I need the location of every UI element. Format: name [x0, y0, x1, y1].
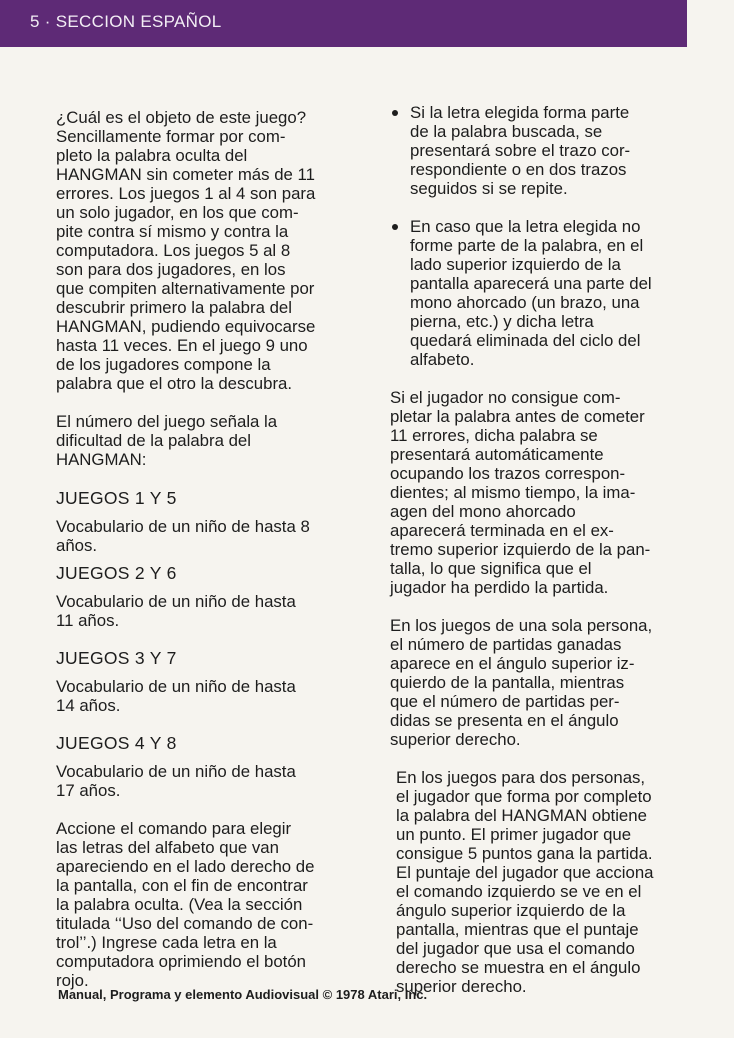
text-line: un punto. El primer jugador que [396, 825, 632, 844]
copyright-footer: Manual, Programa y elemento Audiovisual © 1978 Atari, Inc. [58, 987, 428, 1002]
text-line: quedará eliminada del ciclo del [410, 331, 641, 350]
text-line: aparece en el ángulo superior iz- [390, 654, 635, 673]
text-line: HANGMAN: [56, 450, 147, 469]
text-line: Sencillamente formar por com- [56, 127, 286, 146]
text-line: de la palabra buscada, se [410, 122, 603, 141]
bullet-dot-icon [392, 110, 398, 116]
text-line: el comando izquierdo se ve en el [396, 882, 642, 901]
games-heading-3-7: JUEGOS 3 Y 7 [56, 648, 177, 668]
text-line: palabra que el otro la descubra. [56, 374, 293, 393]
left-column [56, 108, 372, 990]
text-line: Accione el comando para elegir [56, 819, 292, 838]
text-line: 11 años. [56, 611, 120, 630]
text-line: el número de partidas ganadas [390, 635, 622, 654]
text-line: presentará sobre el trazo cor- [410, 141, 631, 160]
text-line: talla, lo que significa que el [390, 559, 592, 578]
text-line: de los jugadores compone la [56, 355, 271, 374]
games-text-3-7 [56, 677, 372, 715]
text-line: 17 años. [56, 781, 121, 800]
text-line: HANGMAN, pudiendo equivocarse [56, 317, 316, 336]
text-line: En los juegos para dos personas, [396, 768, 646, 787]
text-line: dificultad de la palabra del [56, 431, 251, 450]
text-line: 11 errores, dicha palabra se [390, 426, 598, 445]
text-line: pantalla aparecerá una parte del [410, 274, 652, 293]
text-line: ¿Cuál es el objeto de este juego? [56, 108, 307, 127]
text-line: titulada ‘‘Uso del comando de con- [56, 914, 314, 933]
text-line: pleto la palabra oculta del [56, 146, 248, 165]
text-line: ángulo superior izquierdo de la [396, 901, 626, 920]
games-heading-1-5: JUEGOS 1 Y 5 [56, 488, 177, 508]
text-line: Vocabulario de un niño de hasta 8 [56, 517, 310, 536]
text-line: rojo. [56, 971, 89, 990]
text-line: que compiten alternativamente por [56, 279, 315, 298]
games-text-4-8 [56, 762, 372, 800]
games-text-1-5 [56, 517, 372, 555]
games-heading-2-6: JUEGOS 2 Y 6 [56, 563, 177, 583]
text-line: superior derecho. [396, 977, 527, 996]
command-paragraph [56, 819, 372, 990]
lose-paragraph [390, 388, 695, 597]
text-line: jugador ha perdido la partida. [390, 578, 609, 597]
text-line: la palabra del HANGMAN obtiene [396, 806, 647, 825]
text-line: años. [56, 536, 98, 555]
text-line: trol’’.) Ingrese cada letra en la [56, 933, 277, 952]
text-line: presentará automáticamente [390, 445, 604, 464]
text-line: aparecerá terminada en el ex- [390, 521, 614, 540]
section-header-band [0, 0, 687, 47]
text-line: quierdo de la pantalla, mientras [390, 673, 625, 692]
bullet-text [410, 217, 695, 369]
section-label: 5 · SECCION ESPAÑOL [30, 12, 222, 31]
text-line: superior derecho. [390, 730, 521, 749]
text-line: alfabeto. [410, 350, 475, 369]
text-line: del jugador que usa el comando [396, 939, 635, 958]
text-line: el jugador que forma por completo [396, 787, 652, 806]
text-line: Vocabulario de un niño de hasta [56, 592, 296, 611]
text-line: pite contra sí mismo y contra la [56, 222, 289, 241]
bullet-letter-found [390, 103, 695, 198]
text-line: lado superior izquierdo de la [410, 255, 621, 274]
text-line: derecho se muestra en el ángulo [396, 958, 641, 977]
text-line: pierna, etc.) y dicha letra [410, 312, 594, 331]
difficulty-paragraph [56, 412, 372, 469]
text-line: Vocabulario de un niño de hasta [56, 677, 296, 696]
bullet-letter-missed [390, 217, 695, 369]
single-player-paragraph [390, 616, 695, 749]
text-line: la palabra oculta. (Vea la sección [56, 895, 303, 914]
text-line: hasta 11 veces. En el juego 9 uno [56, 336, 308, 355]
text-line: las letras del alfabeto que van [56, 838, 279, 857]
text-line: Si la letra elegida forma parte [410, 103, 630, 122]
games-text-2-6 [56, 592, 372, 630]
text-line: Vocabulario de un niño de hasta [56, 762, 296, 781]
text-line: En los juegos de una sola persona, [390, 616, 653, 635]
text-line: seguidos si se repite. [410, 179, 568, 198]
text-line: descubrir primero la palabra del [56, 298, 292, 317]
games-heading-4-8: JUEGOS 4 Y 8 [56, 733, 177, 753]
text-line: Si el jugador no consigue com- [390, 388, 621, 407]
bullet-dot-icon [392, 224, 398, 230]
text-line: 14 años. [56, 696, 121, 715]
text-line: El puntaje del jugador que acciona [396, 863, 654, 882]
text-line: forme parte de la palabra, en el [410, 236, 644, 255]
intro-paragraph [56, 108, 372, 393]
text-line: pletar la palabra antes de cometer [390, 407, 645, 426]
text-line: En caso que la letra elegida no [410, 217, 641, 236]
bullet-text [410, 103, 695, 198]
text-line: El número del juego señala la [56, 412, 278, 431]
text-line: HANGMAN sin cometer más de 11 [56, 165, 315, 184]
text-line: son para dos jugadores, en los [56, 260, 286, 279]
text-line: respondiente o en dos trazos [410, 160, 627, 179]
text-line: pantalla, mientras que el puntaje [396, 920, 639, 939]
text-line: que el número de partidas per- [390, 692, 620, 711]
text-line: didas se presenta en el ángulo [390, 711, 619, 730]
two-player-paragraph [396, 768, 695, 996]
text-line: computadora. Los juegos 5 al 8 [56, 241, 291, 260]
text-line: dientes; al mismo tiempo, la ima- [390, 483, 636, 502]
text-line: agen del mono ahorcado [390, 502, 576, 521]
text-line: errores. Los juegos 1 al 4 son para [56, 184, 316, 203]
text-line: la pantalla, con el fin de encontrar [56, 876, 308, 895]
text-line: ocupando los trazos correspon- [390, 464, 626, 483]
text-line: un solo jugador, en los que com- [56, 203, 299, 222]
text-line: apareciendo en el lado derecho de [56, 857, 315, 876]
text-line: computadora oprimiendo el botón [56, 952, 307, 971]
text-line: mono ahorcado (un brazo, una [410, 293, 640, 312]
text-line: consigue 5 puntos gana la partida. [396, 844, 653, 863]
right-column [390, 103, 695, 996]
text-line: tremo superior izquierdo de la pan- [390, 540, 651, 559]
